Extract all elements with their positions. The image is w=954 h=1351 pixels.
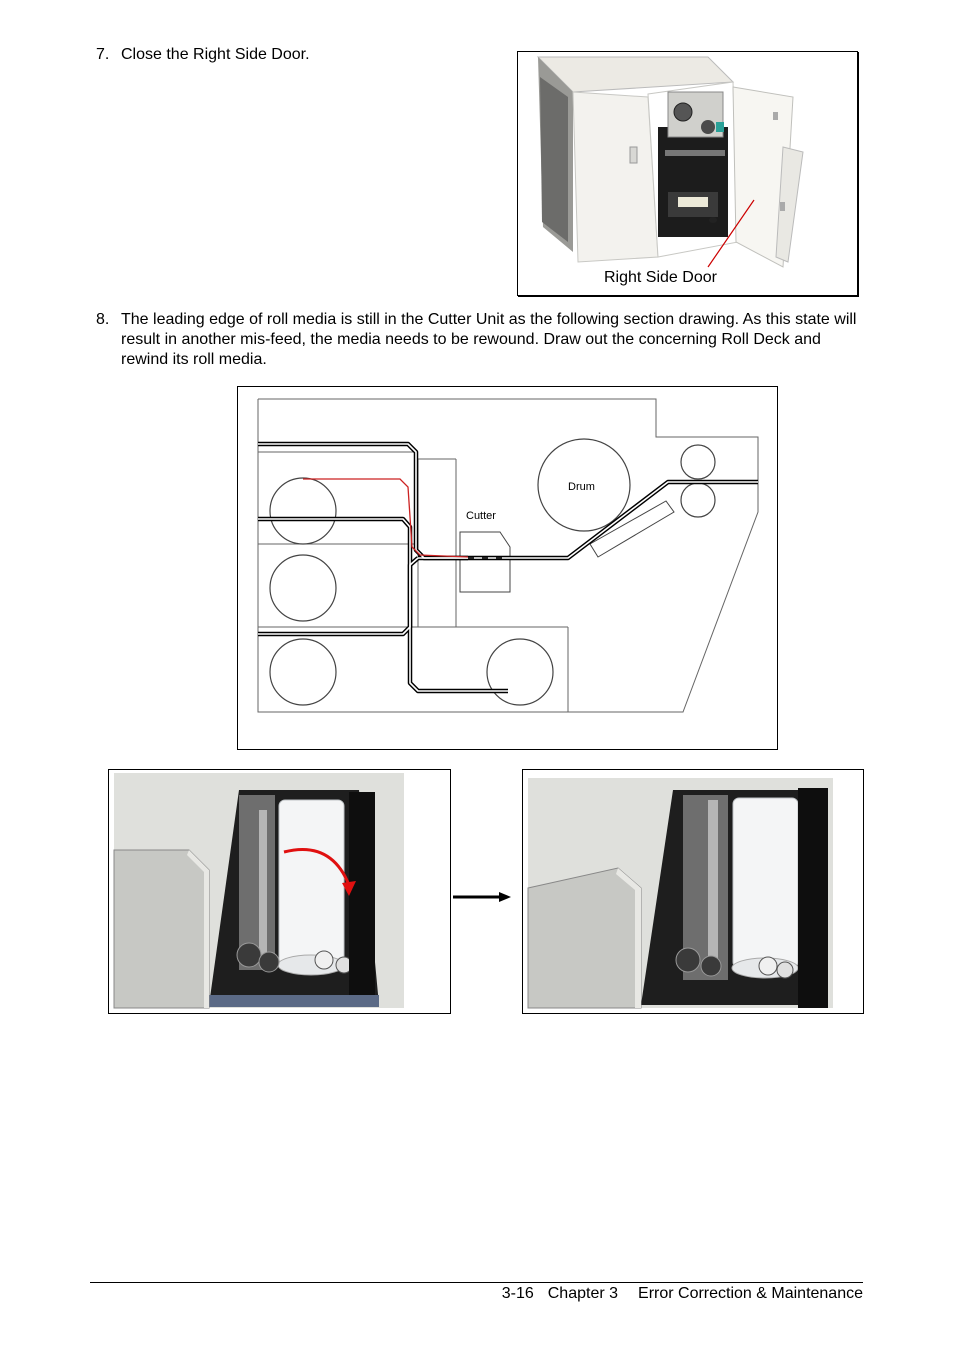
step-8 bbox=[96, 310, 866, 372]
door-photo-figure bbox=[517, 51, 858, 296]
roll-3 bbox=[270, 639, 336, 705]
roll-4 bbox=[487, 639, 553, 705]
drum-label: Drum bbox=[568, 481, 595, 493]
section-drawing-figure bbox=[237, 386, 778, 750]
roll-deck-after-rewind-photo bbox=[523, 770, 863, 1013]
chapter-label: Chapter 3 bbox=[547, 1285, 619, 1302]
step-text: The leading edge of roll media is still in the Cutter Unit as the following section drawing. As this state will result in another mis-feed, the media needs to be rewound. Draw out the concerning Roll Deck and rewind its roll media. bbox=[121, 311, 857, 368]
media-path-diagram bbox=[238, 387, 777, 749]
feed-roller-bottom bbox=[681, 483, 715, 517]
step-text: Close the Right Side Door. bbox=[121, 46, 310, 63]
chapter-title: Error Correction & Maintenance bbox=[638, 1285, 863, 1302]
footer-rule bbox=[90, 1282, 863, 1283]
roll-1 bbox=[270, 478, 336, 544]
cutter-label: Cutter bbox=[466, 510, 496, 522]
roll-deck-before-rewind-photo bbox=[109, 770, 450, 1013]
step-number: 7. bbox=[96, 46, 110, 63]
page-number: 3-16 bbox=[501, 1285, 534, 1302]
step-7 bbox=[96, 45, 496, 67]
door-callout-label: Right Side Door bbox=[604, 269, 717, 286]
step-number: 8. bbox=[96, 311, 110, 328]
rewind-after-figure bbox=[522, 769, 864, 1014]
right-arrow-icon bbox=[453, 891, 513, 903]
roll-2 bbox=[270, 555, 336, 621]
page-footer bbox=[488, 1285, 863, 1303]
feed-roller-top bbox=[681, 445, 715, 479]
cutter-unit bbox=[460, 532, 510, 592]
rewind-before-figure bbox=[108, 769, 451, 1014]
printer-open-door-photo bbox=[518, 52, 857, 295]
